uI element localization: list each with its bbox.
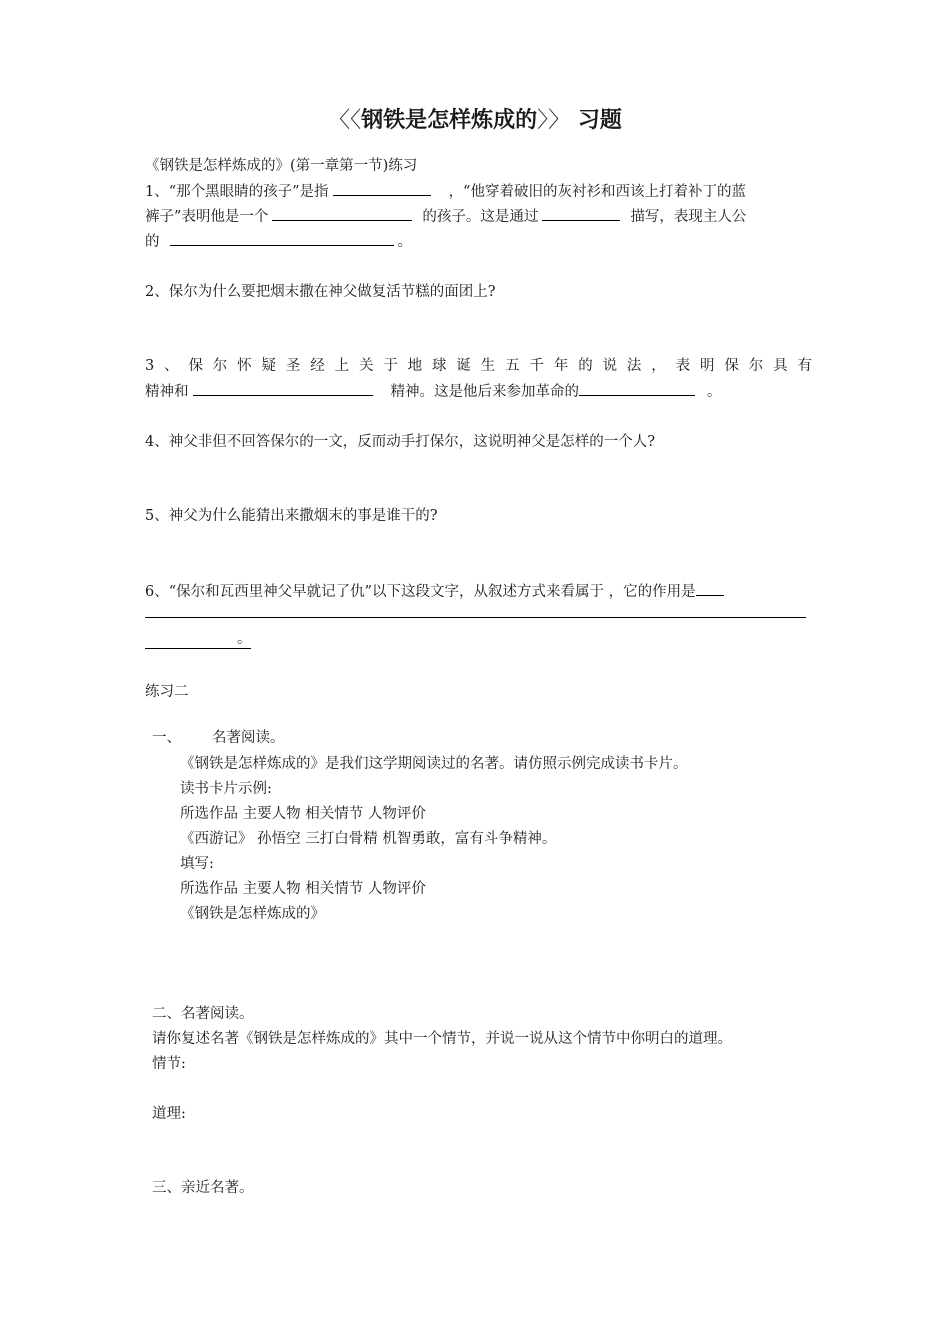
question-2: 2、保尔为什么要把烟末撒在神父做复活节糕的面团上? [145, 284, 496, 300]
answer-blank[interactable] [333, 181, 431, 196]
example-label: 读书卡片示例: [180, 781, 272, 797]
page-title [0, 103, 950, 134]
card-header-row: 所选作品 主要人物 相关情节 人物评价 [180, 806, 426, 822]
plot-label: 情节: [152, 1056, 186, 1072]
title-main: 钢铁是怎样炼成的 [361, 108, 538, 133]
exercise-2-heading: 练习二 [145, 684, 189, 700]
title-close-bracket: 〉〉 [537, 108, 571, 133]
section-2-prompt: 请你复述名著《钢铁是怎样炼成的》其中一个情节，并说一说从这个情节中你明白的道理。 [152, 1031, 732, 1047]
question-3-line-2: 精神和 精神。这是他后来参加革命的 。 [145, 380, 722, 401]
question-1-line-3: 的 。 [145, 230, 412, 251]
title-open-bracket: 〈〈 [328, 108, 362, 133]
answer-blank[interactable] [696, 581, 724, 596]
section-1-intro: 《钢铁是怎样炼成的》是我们这学期阅读过的名著。请仿照示例完成读书卡片。 [180, 756, 688, 772]
card-fill-row: 《钢铁是怎样炼成的》 [180, 906, 325, 922]
section-1-number: 一、 [152, 730, 181, 746]
question-3-line-1: 3、保尔怀疑圣经上关于地球诞生五千年的说法，表明保尔具有 [145, 358, 822, 374]
card-fill-header-row: 所选作品 主要人物 相关情节 人物评价 [180, 881, 426, 897]
answer-blank[interactable] [542, 206, 620, 221]
section-2-title: 二、名著阅读。 [152, 1006, 254, 1022]
question-5: 5、神父为什么能猜出来撒烟末的事是谁干的? [145, 508, 438, 524]
answer-blank[interactable] [193, 381, 373, 396]
lesson-label: 道理: [152, 1106, 186, 1122]
question-1-line-2: 裤子”表明他是一个 的孩子。这是通过 描写，表现主人公 [145, 205, 746, 226]
answer-blank[interactable] [170, 231, 394, 246]
question-1-line-1: 1、“那个黑眼睛的孩子”是指 ，“他穿着破旧的灰衬衫和西该上打着补丁的蓝 [145, 180, 746, 201]
fill-label: 填写: [180, 856, 214, 872]
exercise-1-heading: 《钢铁是怎样炼成的》(第一章第一节)练习 [145, 158, 418, 174]
answer-blank[interactable] [579, 381, 695, 396]
question-6-line-3: 。 [145, 627, 251, 649]
question-6-line-1: 6、“保尔和瓦西里神父早就记了仇”以下这段文字，从叙述方式来看属于 ，它的作用是 [145, 580, 728, 601]
section-1-title: 名著阅读。 [212, 730, 285, 746]
answer-blank[interactable] [272, 206, 412, 221]
answer-line[interactable] [145, 617, 806, 618]
section-3-title: 三、亲近名著。 [152, 1180, 254, 1196]
title-suffix: 习题 [570, 108, 622, 133]
card-example-row: 《西游记》 孙悟空 三打白骨精 机智勇敢，富有斗争精神。 [180, 831, 557, 847]
question-4: 4、神父非但不回答保尔的一文，反而动手打保尔，这说明神父是怎样的一个人? [145, 434, 655, 450]
